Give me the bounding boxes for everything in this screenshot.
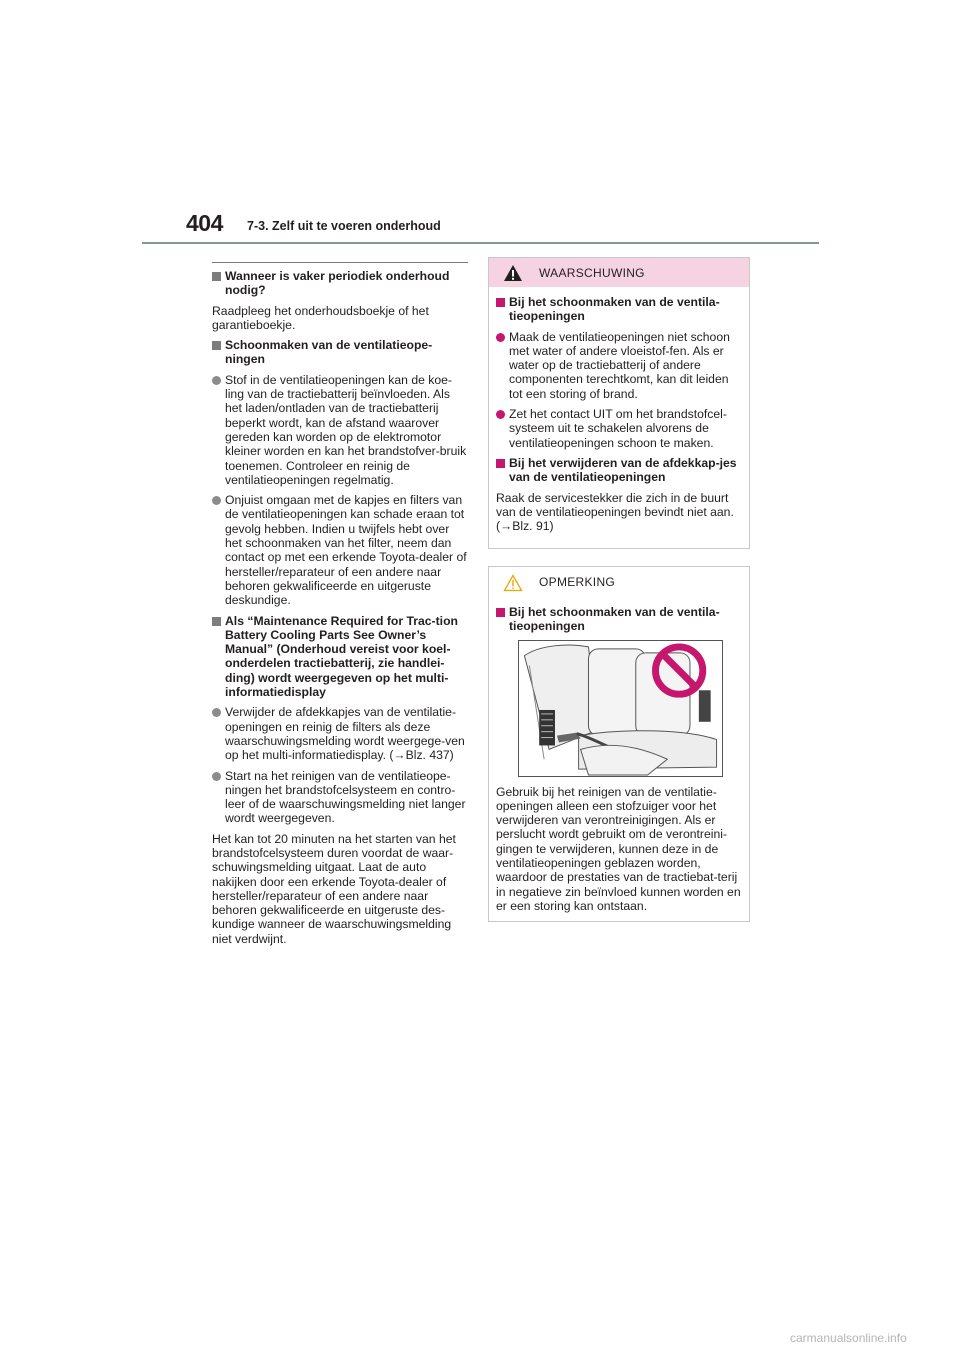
round-bullet-icon — [212, 496, 221, 505]
note-paragraph: Gebruik bij het reinigen van de ventilatie-openingen alleen een stofzuiger voor het verwijderen van verontreinigingen. Als er perslucht wordt gebruikt om de verontreini-gingen te verwijderen, kunnen deze in de ventilatieopeningen geblazen worden, waardoor de prestaties van de tractiebat-terij in negatieve zin beïnvloed kunnen worden en er een storing kan ontstaan. — [496, 784, 741, 913]
square-bullet-icon — [212, 617, 221, 626]
bullet-item: Verwijder de afdekkapjes van de ventilatie-openingen en reinig de filters als deze waarschuwingsmelding wordt weergege-ven op het multi-informatiedisplay. (→Blz. 437) — [212, 705, 468, 762]
vent-cleaning-illustration — [518, 640, 723, 777]
heading-periodic-maintenance: Wanneer is vaker periodiek onderhoud nodig? — [212, 269, 468, 298]
warning-heading: Bij het verwijderen van de afdekkap-jes van de ventilatieopeningen — [496, 456, 743, 485]
paragraph: Raadpleeg het onderhoudsboekje of het garantieboekje. — [212, 303, 429, 332]
warning-body — [489, 287, 749, 533]
note-box — [488, 566, 750, 922]
warning-heading: Bij het schoonmaken van de ventila-tieopeningen — [496, 295, 743, 324]
warning-label: WAARSCHUWING — [539, 266, 645, 280]
round-bullet-icon — [496, 410, 505, 419]
warning-box — [488, 257, 750, 549]
bullet-item: Stof in de ventilatieopeningen kan de koe-ling van de tractiebatterij beïnvloeden. Als het laden/ontladen van de tractiebatterij beperkt wordt, kan de afstand waarover gereden kan worden op de elektromotor kleiner worden en kan het brandstofver-bruik toenemen. Controleer en reinig de ventilatieopeningen regelmatig. — [212, 373, 468, 487]
bullet-item: Start na het reinigen van de ventilatieope-ningen het brandstofcelsysteem en contro-leer of de waarschuwingsmelding niet langer wordt weergegeven. — [212, 769, 468, 826]
square-bullet-icon — [496, 608, 505, 617]
header-rule — [142, 242, 819, 244]
square-bullet-icon — [496, 459, 505, 468]
note-label: OPMERKING — [539, 575, 616, 589]
warning-paragraph: Raak de servicestekker die zich in de buurt van de ventilatieopeningen bevindt niet aan. (→Blz. 91) — [496, 490, 734, 534]
round-bullet-icon — [212, 376, 221, 385]
section-title: 7-3. Zelf uit te voeren onderhoud — [247, 219, 441, 233]
round-bullet-icon — [212, 708, 221, 717]
note-heading: Bij het schoonmaken van de ventila-tieopeningen — [496, 605, 743, 634]
square-bullet-icon — [212, 341, 221, 350]
square-bullet-icon — [212, 272, 221, 281]
paragraph: Het kan tot 20 minuten na het starten van het brandstofcelsysteem duren voordat de waar-schuwingsmelding uitgaat. Laat de auto nakijken door een erkende Toyota-dealer of hersteller/reparateur of een andere naar behoren gekwalificeerde en uitgeruste des-kundige wanneer de waarschuwingsmelding niet verdwijnt. — [212, 831, 456, 946]
round-bullet-icon — [212, 772, 221, 781]
bullet-item: Onjuist omgaan met de kapjes en filters van de ventilatieopeningen kan schade eraan tot gevolg hebben. Indien u twijfels hebt over het schoonmaken van het filter, neem dan contact op met een erkende Toyota-dealer of hersteller/reparateur of een andere naar behoren gekwalificeerde en uitgeruste deskundige. — [212, 493, 468, 607]
caution-triangle-outline-icon — [503, 574, 523, 592]
page-number: 404 — [186, 210, 223, 236]
left-column — [212, 262, 468, 952]
warning-bullet: Zet het contact UIT om het brandstofcel-systeem uit te schakelen alvorens de ventilatieopeningen schoon te maken. — [496, 407, 743, 450]
heading-cleaning-vents: Schoonmaken van de ventilatieope-ningen — [212, 338, 468, 367]
warning-bullet: Maak de ventilatieopeningen niet schoon met water of andere vloeistof-fen. Als er water op de tractiebatterij of andere componenten terechtkomt, kan dit leiden tot een storing of brand. — [496, 330, 743, 401]
watermark: carmanualsonline.info — [790, 1331, 907, 1345]
note-body — [489, 596, 749, 913]
round-bullet-icon — [496, 333, 505, 342]
heading-maintenance-message: Als “Maintenance Required for Trac-tion Battery Cooling Parts See Owner’s Manual” (Onderhoud vereist voor koel-onderdelen tractiebatterij, zie handlei-ding) wordt weergegeven op het multi-informatiedisplay — [212, 614, 468, 700]
square-bullet-icon — [496, 298, 505, 307]
column-top-rule — [212, 262, 468, 263]
warning-header — [489, 258, 749, 287]
note-header — [489, 567, 749, 596]
warning-triangle-icon — [503, 264, 523, 282]
